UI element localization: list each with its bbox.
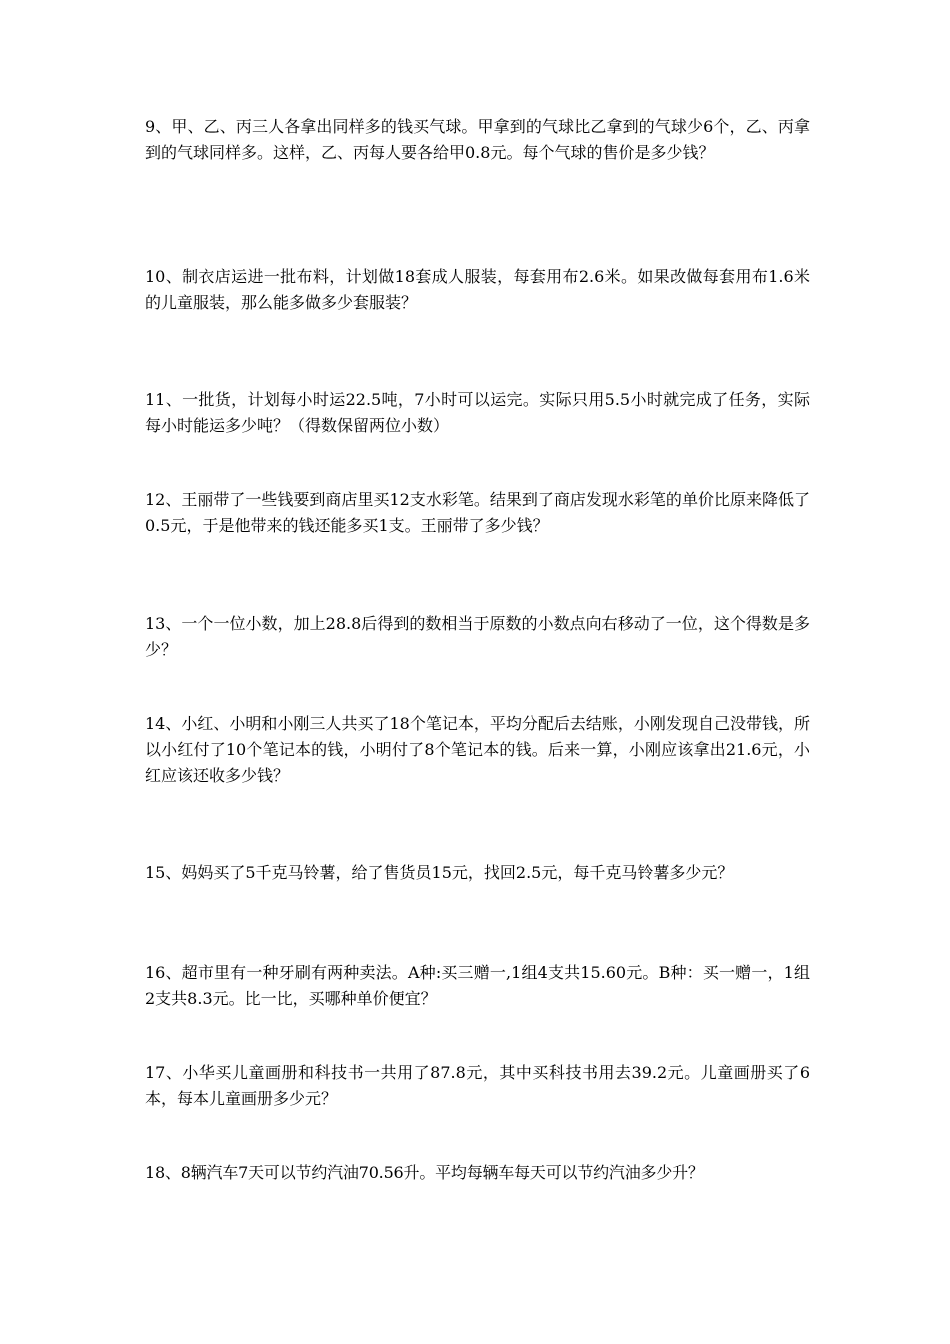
problem-13: 13、一个一位小数，加上28.8后得到的数相当于原数的小数点向右移动了一位，这个得数是多少？ bbox=[145, 614, 810, 659]
problem-17: 17、小华买儿童画册和科技书一共用了87.8元，其中买科技书用去39.2元。儿童画册买了6本，每本儿童画册多少元？ bbox=[145, 1063, 810, 1108]
problem-10: 10、制衣店运进一批布料，计划做18套成人服装，每套用布2.6米。如果改做每套用布1.6米的儿童服装，那么能多做多少套服装？ bbox=[145, 267, 810, 312]
problem-16: 16、超市里有一种牙刷有两种卖法。A种:买三赠一,1组4支共15.60元。B种：买一赠一，1组2支共8.3元。比一比，买哪种单价便宜？ bbox=[145, 963, 810, 1008]
problem-14: 14、小红、小明和小刚三人共买了18个笔记本，平均分配后去结账，小刚发现自己没带钱，所以小红付了10个笔记本的钱，小明付了8个笔记本的钱。后来一算，小刚应该拿出21.6元，小红应该还收多少钱？ bbox=[145, 714, 810, 785]
problem-9: 9、甲、乙、丙三人各拿出同样多的钱买气球。甲拿到的气球比乙拿到的气球少6个，乙、丙拿到的气球同样多。这样，乙、丙每人要各给甲0.8元。每个气球的售价是多少钱？ bbox=[145, 117, 810, 162]
problem-12: 12、王丽带了一些钱要到商店里买12支水彩笔。结果到了商店发现水彩笔的单价比原来降低了0.5元，于是他带来的钱还能多买1支。王丽带了多少钱？ bbox=[145, 490, 810, 535]
problem-15: 15、妈妈买了5千克马铃薯，给了售货员15元，找回2.5元，每千克马铃薯多少元？ bbox=[145, 863, 734, 882]
problem-18: 18、8辆汽车7天可以节约汽油70.56升。平均每辆车每天可以节约汽油多少升？ bbox=[145, 1163, 704, 1182]
problem-11: 11、一批货，计划每小时运22.5吨，7小时可以运完。实际只用5.5小时就完成了任务，实际每小时能运多少吨？（得数保留两位小数） bbox=[145, 390, 810, 435]
